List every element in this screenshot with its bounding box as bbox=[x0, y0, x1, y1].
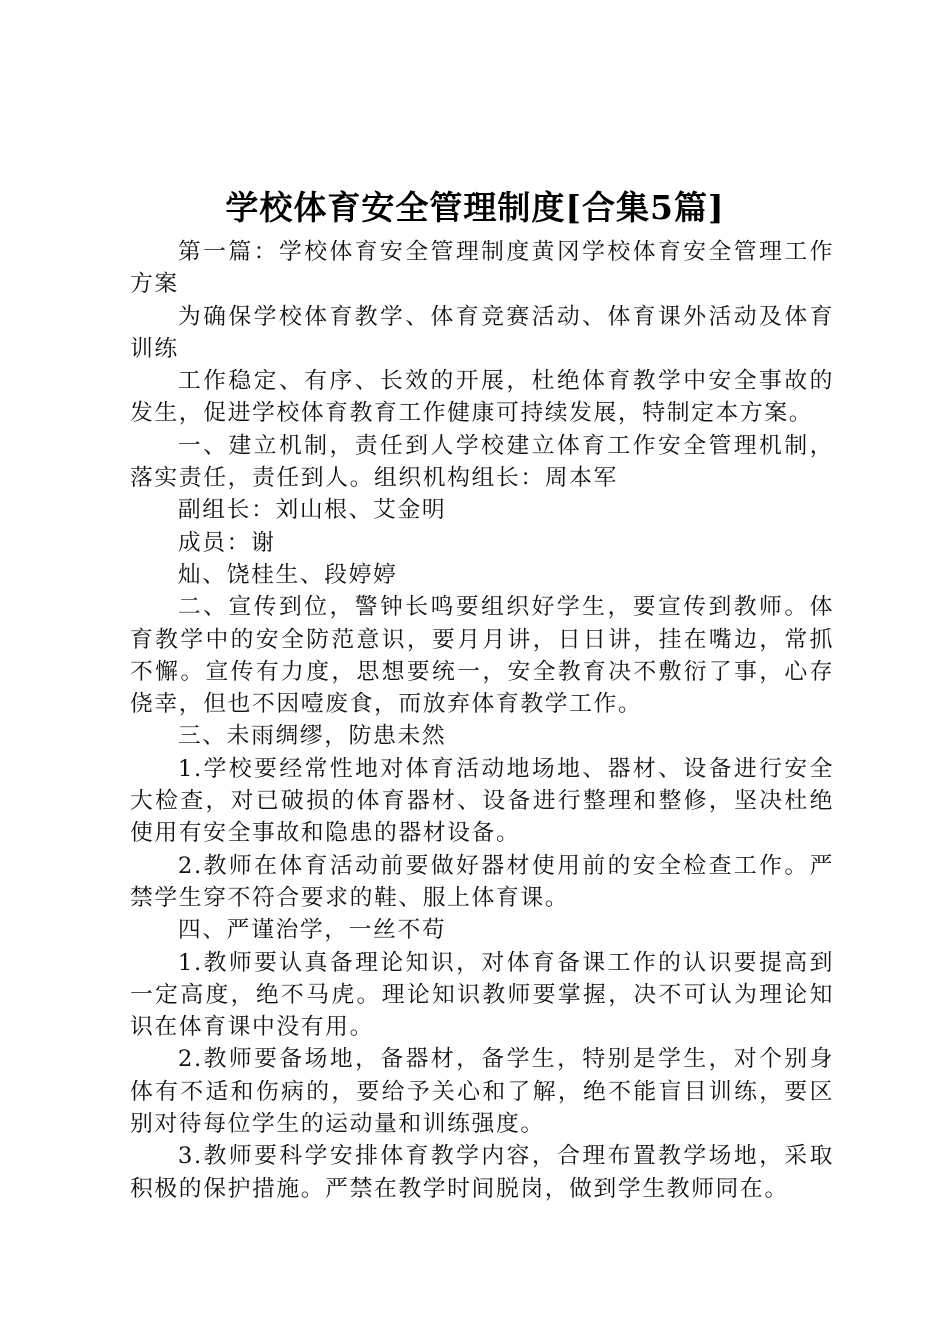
paragraph: 第一篇：学校体育安全管理制度黄冈学校体育安全管理工作方案 bbox=[130, 239, 834, 298]
paragraph: 三、未雨绸缪，防患未然 bbox=[177, 723, 447, 750]
document-body bbox=[130, 236, 834, 1205]
paragraph: 灿、饶桂生、段婷婷 bbox=[177, 561, 398, 588]
paragraph: 副组长：刘山根、艾金明 bbox=[177, 497, 447, 524]
paragraph: 四、严谨治学，一丝不苟 bbox=[177, 917, 447, 944]
paragraph: 成员：谢 bbox=[177, 529, 276, 556]
paragraph: 3.教师要科学安排体育教学内容，合理布置教学场地，采取积极的保护措施。严禁在教学时间脱岗，做到学生教师同在。 bbox=[130, 1143, 834, 1202]
paragraph: 1.学校要经常性地对体育活动地场地、器材、设备进行安全大检查，对已破损的体育器材、设备进行整理和整修，坚决杜绝使用有安全事故和隐患的器材设备。 bbox=[130, 755, 834, 847]
paragraph: 1.教师要认真备理论知识，对体育备课工作的认识要提高到一定高度，绝不马虎。理论知识教师要掌握，决不可认为理论知识在体育课中没有用。 bbox=[130, 949, 834, 1041]
paragraph: 工作稳定、有序、长效的开展，杜绝体育教学中安全事故的发生，促进学校体育教育工作健康可持续发展，特制定本方案。 bbox=[130, 368, 834, 427]
paragraph: 为确保学校体育教学、体育竞赛活动、体育课外活动及体育训练 bbox=[130, 303, 834, 362]
paragraph: 二、宣传到位，警钟长鸣要组织好学生，要宣传到教师。体育教学中的安全防范意识，要月月讲，日日讲，挂在嘴边，常抓不懈。宣传有力度，思想要统一，安全教育决不敷衍了事，心存侥幸，但也不因噎废食，而放弃体育教学工作。 bbox=[130, 594, 834, 718]
paragraph: 2.教师在体育活动前要做好器材使用前的安全检查工作。严禁学生穿不符合要求的鞋、服上体育课。 bbox=[130, 852, 834, 911]
document-title: 学校体育安全管理制度[合集5篇] bbox=[225, 188, 725, 227]
paragraph: 一、建立机制，责任到人学校建立体育工作安全管理机制，落实责任，责任到人。组织机构组长：周本军 bbox=[130, 432, 834, 492]
paragraph: 2.教师要备场地，备器材，备学生，特别是学生，对个别身体有不适和伤病的，要给予关心和了解，绝不能盲目训练，要区别对待每位学生的运动量和训练强度。 bbox=[130, 1046, 834, 1138]
